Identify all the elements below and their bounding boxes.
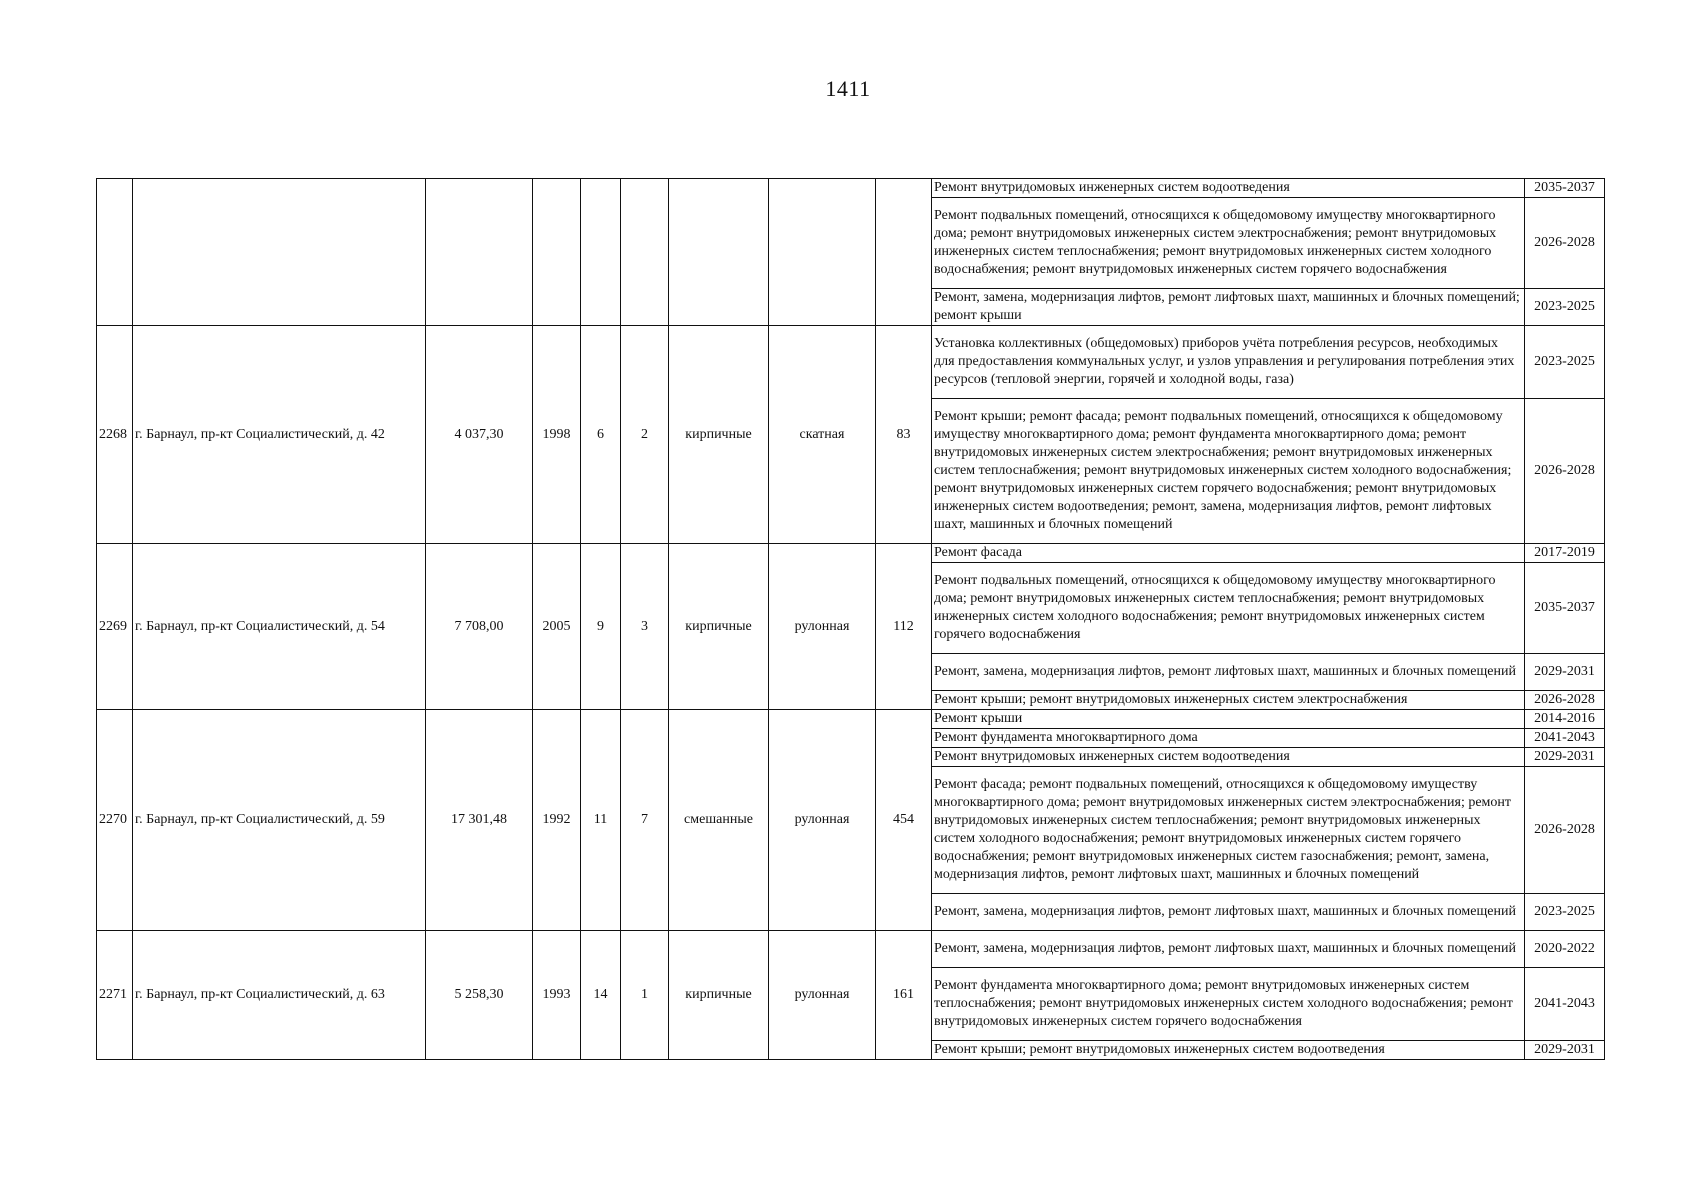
house-number: 2270: [97, 710, 133, 931]
house-residents: 112: [876, 544, 932, 710]
work-period: 2041-2043: [1525, 968, 1605, 1041]
house-residents: [876, 179, 932, 326]
house-area: 5 258,30: [426, 931, 533, 1060]
house-number: [97, 179, 133, 326]
house-number: 2268: [97, 326, 133, 544]
house-area: 17 301,48: [426, 710, 533, 931]
capital-repair-table: [96, 178, 1605, 1060]
work-period: 2020-2022: [1525, 931, 1605, 968]
work-period: 2041-2043: [1525, 729, 1605, 748]
house-residents: 161: [876, 931, 932, 1060]
house-entrances: 7: [621, 710, 669, 931]
house-address: г. Барнаул, пр-кт Социалистический, д. 54: [133, 544, 426, 710]
work-period: 2023-2025: [1525, 894, 1605, 931]
house-area: 7 708,00: [426, 544, 533, 710]
work-description: Установка коллективных (общедомовых) приборов учёта потребления ресурсов, необходимых для предоставления коммунальных услуг, и узлов управления и регулирования потребления этих ресурсов (тепловой энергии, горячей и холодной воды, газа): [932, 326, 1525, 399]
work-period: 2026-2028: [1525, 767, 1605, 894]
work-period: 2023-2025: [1525, 326, 1605, 399]
work-period: 2026-2028: [1525, 691, 1605, 710]
work-description: Ремонт подвальных помещений, относящихся к общедомовому имуществу многоквартирного дома; ремонт внутридомовых инженерных систем электроснабжения; ремонт внутридомовых инженерных систем теплоснабжения; ремонт внутридомовых инженерных систем холодного водоснабжения; ремонт внутридомовых инженерных систем горячего водоснабжения: [932, 198, 1525, 289]
work-description: Ремонт крыши; ремонт внутридомовых инженерных систем водоотведения: [932, 1041, 1525, 1060]
work-description: Ремонт крыши; ремонт внутридомовых инженерных систем электроснабжения: [932, 691, 1525, 710]
work-description: Ремонт фундамента многоквартирного дома: [932, 729, 1525, 748]
work-period: 2035-2037: [1525, 563, 1605, 654]
work-description: Ремонт, замена, модернизация лифтов, ремонт лифтовых шахт, машинных и блочных помещений: [932, 654, 1525, 691]
house-floors: 11: [581, 710, 621, 931]
table-row: [97, 326, 1605, 399]
work-period: 2026-2028: [1525, 399, 1605, 544]
work-description: Ремонт фундамента многоквартирного дома; ремонт внутридомовых инженерных систем теплоснабжения; ремонт внутридомовых инженерных систем холодного водоснабжения; ремонт внутридомовых инженерных систем горячего водоснабжения: [932, 968, 1525, 1041]
house-year: 1992: [533, 710, 581, 931]
house-address: г. Барнаул, пр-кт Социалистический, д. 63: [133, 931, 426, 1060]
work-period: 2014-2016: [1525, 710, 1605, 729]
house-area: 4 037,30: [426, 326, 533, 544]
house-entrances: 1: [621, 931, 669, 1060]
house-roof: рулонная: [769, 544, 876, 710]
work-period: 2029-2031: [1525, 654, 1605, 691]
house-floors: 9: [581, 544, 621, 710]
house-year: 1993: [533, 931, 581, 1060]
work-description: Ремонт, замена, модернизация лифтов, ремонт лифтовых шахт, машинных и блочных помещений: [932, 931, 1525, 968]
house-number: 2271: [97, 931, 133, 1060]
table-row: [97, 710, 1605, 729]
work-period: 2035-2037: [1525, 179, 1605, 198]
work-period: 2026-2028: [1525, 198, 1605, 289]
work-description: Ремонт крыши: [932, 710, 1525, 729]
house-roof: [769, 179, 876, 326]
work-period: 2029-2031: [1525, 748, 1605, 767]
house-entrances: 3: [621, 544, 669, 710]
work-description: Ремонт фасада: [932, 544, 1525, 563]
table-row: [97, 544, 1605, 563]
house-roof: рулонная: [769, 710, 876, 931]
work-description: Ремонт, замена, модернизация лифтов, ремонт лифтовых шахт, машинных и блочных помещений; ремонт крыши: [932, 289, 1525, 326]
house-walls: кирпичные: [669, 931, 769, 1060]
work-period: 2023-2025: [1525, 289, 1605, 326]
house-floors: 6: [581, 326, 621, 544]
table-row: [97, 931, 1605, 968]
house-roof: скатная: [769, 326, 876, 544]
house-walls: смешанные: [669, 710, 769, 931]
house-number: 2269: [97, 544, 133, 710]
house-residents: 83: [876, 326, 932, 544]
work-description: Ремонт внутридомовых инженерных систем водоотведения: [932, 748, 1525, 767]
house-year: 2005: [533, 544, 581, 710]
work-period: 2017-2019: [1525, 544, 1605, 563]
house-entrances: 2: [621, 326, 669, 544]
house-address: [133, 179, 426, 326]
house-roof: рулонная: [769, 931, 876, 1060]
work-description: Ремонт фасада; ремонт подвальных помещений, относящихся к общедомовому имуществу многоквартирного дома; ремонт внутридомовых инженерных систем электроснабжения; ремонт внутридомовых инженерных систем теплоснабжения; ремонт внутридомовых инженерных систем холодного водоснабжения; ремонт внутридомовых инженерных систем горячего водоснабжения; ремонт внутридомовых инженерных систем газоснабжения; ремонт, замена, модернизация лифтов, ремонт лифтовых шахт, машинных и блочных помещений: [932, 767, 1525, 894]
house-address: г. Барнаул, пр-кт Социалистический, д. 59: [133, 710, 426, 931]
house-area: [426, 179, 533, 326]
work-description: Ремонт подвальных помещений, относящихся к общедомовому имуществу многоквартирного дома; ремонт внутридомовых инженерных систем теплоснабжения; ремонт внутридомовых инженерных систем холодного водоснабжения; ремонт внутридомовых инженерных систем горячего водоснабжения: [932, 563, 1525, 654]
house-walls: кирпичные: [669, 326, 769, 544]
house-address: г. Барнаул, пр-кт Социалистический, д. 42: [133, 326, 426, 544]
house-walls: кирпичные: [669, 544, 769, 710]
house-residents: 454: [876, 710, 932, 931]
page-number: 1411: [825, 76, 871, 101]
work-description: Ремонт, замена, модернизация лифтов, ремонт лифтовых шахт, машинных и блочных помещений: [932, 894, 1525, 931]
house-walls: [669, 179, 769, 326]
house-entrances: [621, 179, 669, 326]
house-floors: 14: [581, 931, 621, 1060]
work-period: 2029-2031: [1525, 1041, 1605, 1060]
house-year: [533, 179, 581, 326]
house-floors: [581, 179, 621, 326]
table-row: [97, 179, 1605, 198]
work-description: Ремонт внутридомовых инженерных систем водоотведения: [932, 179, 1525, 198]
work-description: Ремонт крыши; ремонт фасада; ремонт подвальных помещений, относящихся к общедомовому имуществу многоквартирного дома; ремонт фундамента многоквартирного дома; ремонт внутридомовых инженерных систем электроснабжения; ремонт внутридомовых инженерных систем теплоснабжения; ремонт внутридомовых инженерных систем холодного водоснабжения; ремонт внутридомовых инженерных систем горячего водоснабжения; ремонт внутридомовых инженерных систем водоотведения; ремонт, замена, модернизация лифтов, ремонт лифтовых шахт, машинных и блочных помещений: [932, 399, 1525, 544]
house-year: 1998: [533, 326, 581, 544]
